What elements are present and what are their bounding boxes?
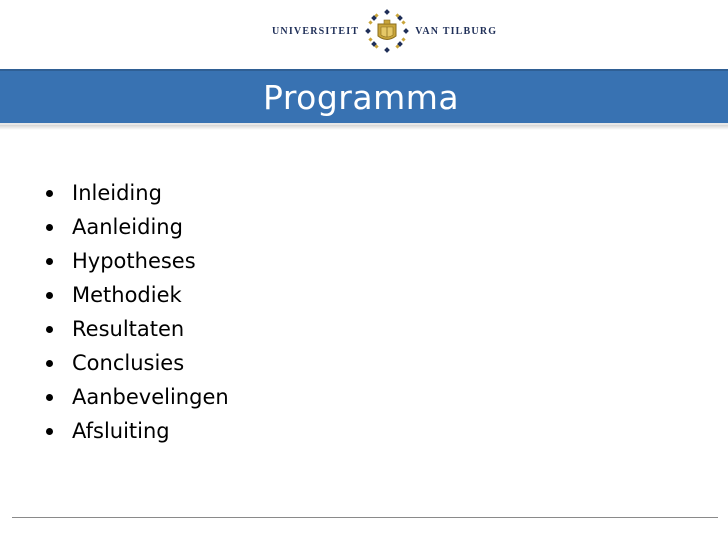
list-item-text: Methodiek [72,283,182,307]
university-seal-icon [365,9,409,53]
slide-title: Programma [263,78,460,117]
list-item-text: Aanbevelingen [72,385,229,409]
bullet-icon [46,258,53,265]
bullet-icon [46,292,53,299]
list-item [46,244,229,278]
list-item [46,346,229,380]
bullet-icon [46,428,53,435]
bullet-icon [46,360,53,367]
list-item-text: Aanleiding [72,215,183,239]
title-band [0,69,728,126]
list-item-text: Resultaten [72,317,185,341]
list-item-text: Conclusies [72,351,185,375]
bullet-icon [46,326,53,333]
list-item [46,414,229,448]
list-item-text: Afsluiting [72,419,170,443]
university-logo [272,6,497,56]
bullet-icon [46,224,53,231]
list-item [46,380,229,414]
bullet-icon [46,190,53,197]
bullet-icon [46,394,53,401]
list-item [46,176,229,210]
title-band-shadow [0,125,728,130]
list-item [46,312,229,346]
bullet-list [46,176,229,448]
list-item [46,278,229,312]
list-item-text: Inleiding [72,181,162,205]
logo-text-left: UNIVERSITEIT [272,25,360,37]
footer-divider [12,517,718,518]
list-item [46,210,229,244]
list-item-text: Hypotheses [72,249,196,273]
logo-text-right: VAN TILBURG [415,25,498,37]
